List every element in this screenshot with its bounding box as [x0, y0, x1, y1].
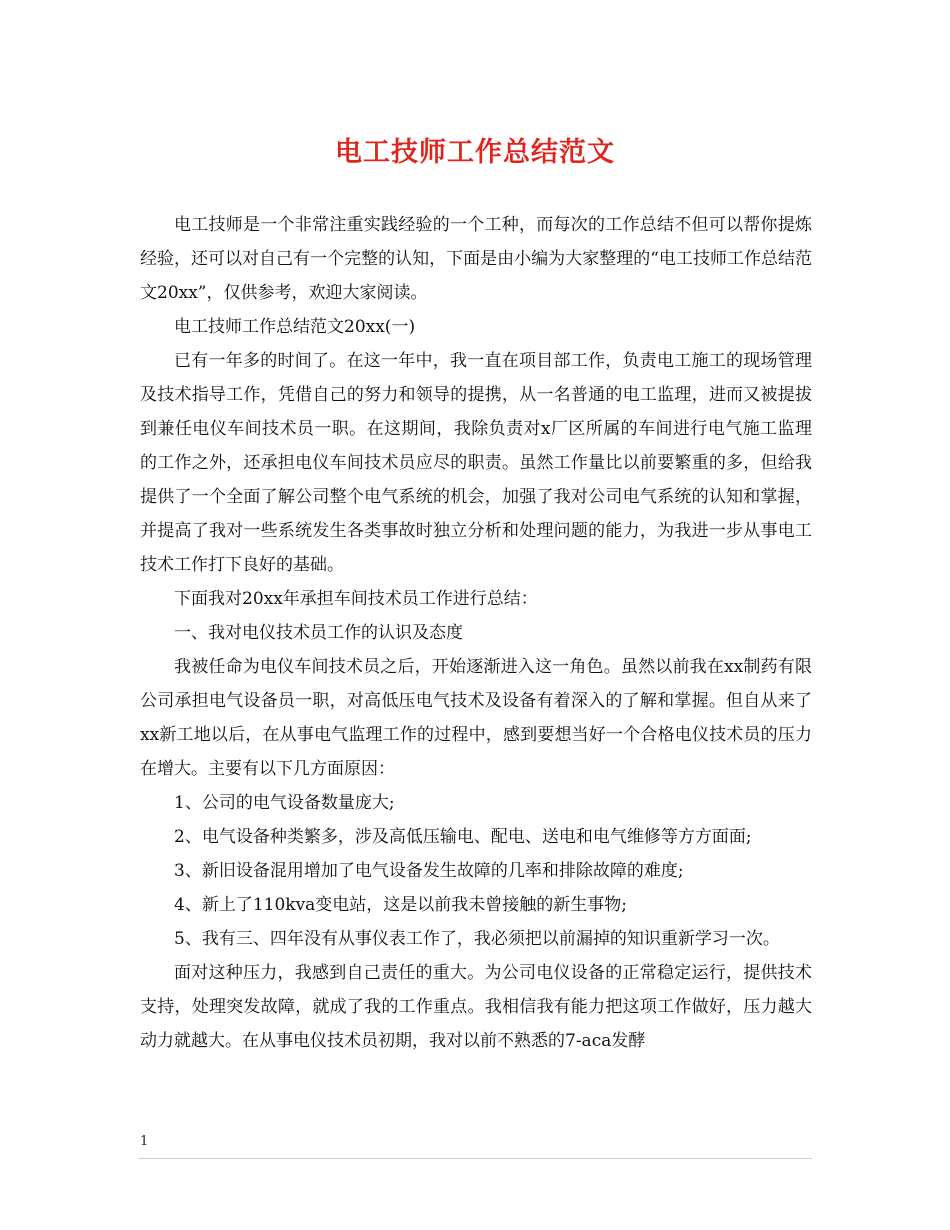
document-title: 电工技师工作总结范文: [335, 137, 615, 168]
list-item: 3、新旧设备混用增加了电气设备发生故障的几率和排除故障的难度;: [174, 861, 684, 881]
page-number: 1: [140, 1134, 149, 1149]
paragraph: 已有一年多的时间了。在这一年中，我一直在项目部工作，负责电工施工的现场管理及技术指导工作，凭借自己的努力和领导的提携，从一名普通的电工监理，进而又被提拔到兼任电仪车间技术员一职。在这期间，我除负责对x厂区所属的车间进行电气施工监理的工作之外，还承担电仪车间技术员应尽的职责。虽然工作量比以前要繁重的多，但给我提供了一个全面了解公司整个电气系统的机会，加强了我对公司电气系统的认知和掌握，并提高了我对一些系统发生各类事故时独立分析和处理问题的能力，为我进一步从事电工技术工作打下良好的基础。: [140, 351, 812, 575]
subsection-heading: 一、我对电仪技术员工作的认识及态度: [174, 623, 463, 643]
paragraph-intro: 电工技师是一个非常注重实践经验的一个工种，而每次的工作总结不但可以帮你提炼经验，还可以对自己有一个完整的认知，下面是由小编为大家整理的“电工技师工作总结范文20xx”，仅供参考，欢迎大家阅读。: [140, 215, 812, 303]
list-item: 1、公司的电气设备数量庞大;: [174, 793, 395, 813]
footer-divider: [138, 1158, 812, 1159]
paragraph: 面对这种压力，我感到自己责任的重大。为公司电仪设备的正常稳定运行，提供技术支持，处理突发故障，就成了我的工作重点。我相信我有能力把这项工作做好，压力越大动力就越大。在从事电仪技术员初期，我对以前不熟悉的7-aca发酵: [140, 963, 812, 1051]
list-item: 4、新上了110kva变电站，这是以前我未曾接触的新生事物;: [174, 895, 628, 915]
list-item: 5、我有三、四年没有从事仪表工作了，我必须把以前漏掉的知识重新学习一次。: [174, 929, 780, 949]
paragraph: 我被任命为电仪车间技术员之后，开始逐渐进入这一角色。虽然以前我在xx制药有限公司承担电气设备员一职，对高低压电气技术及设备有着深入的了解和掌握。但自从来了xx新工地以后，在从事电气监理工作的过程中，感到要想当好一个合格电仪技术员的压力在增大。主要有以下几方面原因：: [140, 657, 812, 779]
section-heading: 电工技师工作总结范文20xx(一): [174, 317, 416, 337]
list-item: 2、电气设备种类繁多，涉及高低压输电、配电、送电和电气维修等方方面面;: [174, 827, 752, 847]
paragraph: 下面我对20xx年承担车间技术员工作进行总结：: [174, 589, 538, 609]
document-body: [140, 208, 812, 1058]
